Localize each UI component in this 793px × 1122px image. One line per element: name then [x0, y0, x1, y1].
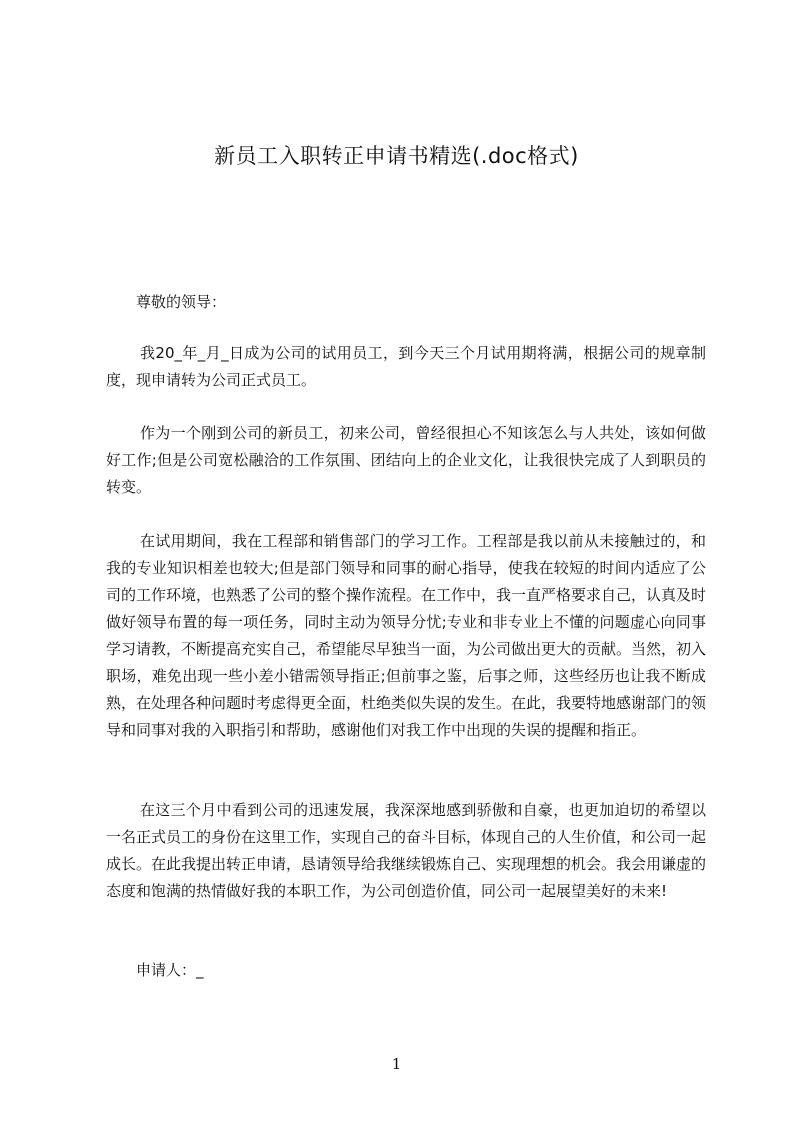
document-title: 新员工入职转正申请书精选(.doc格式): [214, 144, 579, 168]
paragraph-4: 在这三个月中看到公司的迅速发展，我深深地感到骄傲和自豪，也更加迫切的希望以一名正式员工的身份在这里工作，实现自己的奋斗目标，体现自己的人生价值，和公司一起成长。在此我提出转正申请，恳请领导给我继续锻炼自己、实现理想的机会。我会用谦虚的态度和饱满的热情做好我的本职工作，为公司创造价值，同公司一起展望美好的未来!: [106, 801, 707, 900]
paragraph-1: 我20_年_月_日成为公司的试用员工，到今天三个月试用期将满，根据公司的规章制度，现申请转为公司正式员工。: [106, 344, 706, 389]
salutation: 尊敬的领导：: [136, 293, 227, 311]
page-number: 1: [391, 1055, 402, 1073]
applicant-signature-line: 申请人：_: [136, 961, 204, 979]
paragraph-3: 在试用期间，我在工程部和销售部门的学习工作。工程部是我以前从未接触过的，和我的专业知识相差也较大;但是部门领导和同事的耐心指导，使我在较短的时间内适应了公司的工作环境，也熟悉了公司的整个操作流程。在工作中，我一直严格要求自己，认真及时做好领导布置的每一项任务，同时主动为领导分忧;专业和非专业上不懂的问题虚心向同事学习请教，不断提高充实自己，希望能尽早独当一面，为公司做出更大的贡献。当然，初入职场，难免出现一些小差小错需领导指正;但前事之鉴，后事之师，这些经历也让我不断成熟，在处理各种问题时考虑得更全面，杜绝类似失误的发生。在此，我要特地感谢部门的领导和同事对我的入职指引和帮助，感谢他们对我工作中出现的失误的提醒和指正。: [106, 532, 707, 739]
paragraph-2: 作为一个刚到公司的新员工，初来公司，曾经很担心不知该怎么与人共处，该如何做好工作;但是公司宽松融洽的工作氛围、团结向上的企业文化，让我很快完成了人到职员的转变。: [106, 424, 706, 496]
